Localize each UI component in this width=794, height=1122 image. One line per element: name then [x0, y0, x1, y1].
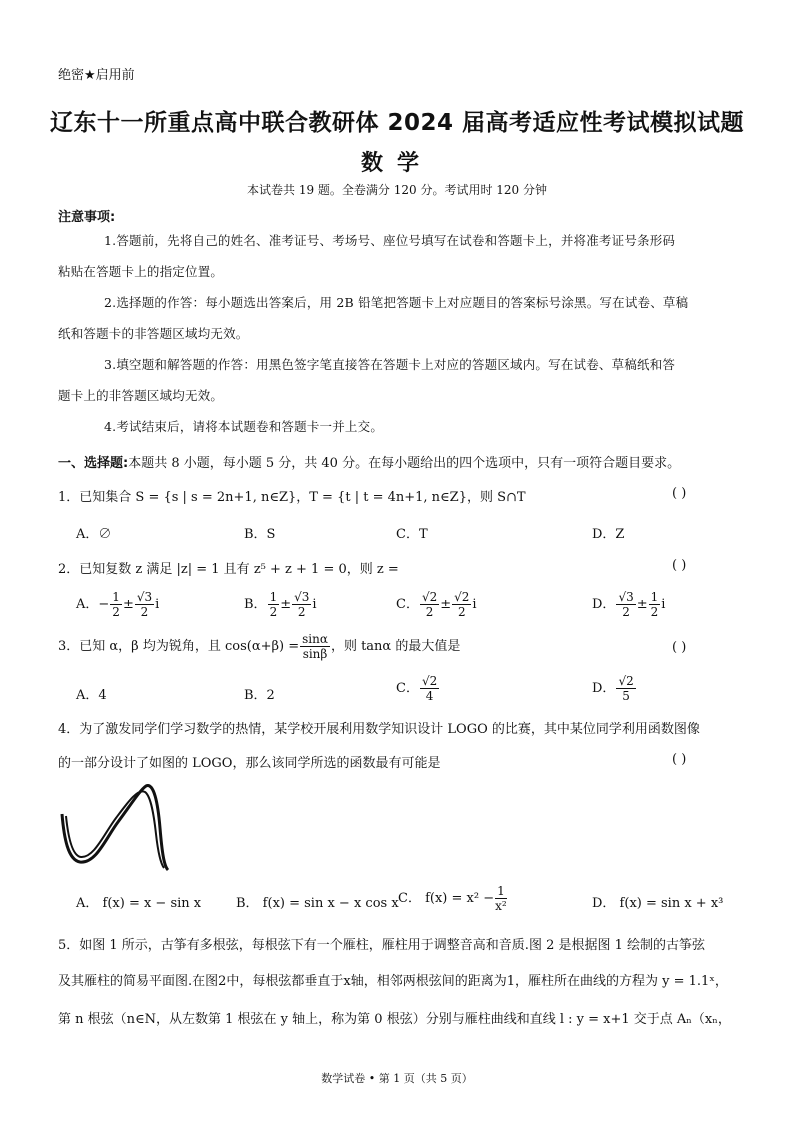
notice-item-3-line-1: 3.填空题和解答题的作答：用黑色签字笔直接答在答题卡上对应的答题区域内。写在试卷、草稿纸和答	[104, 357, 676, 372]
section-1-desc: 本题共 8 小题，每小题 5 分，共 40 分。在每小题给出的四个选项中，只有一项符合题目要求。	[128, 456, 681, 471]
question-2-option-c	[396, 590, 477, 619]
denominator: x²	[495, 899, 507, 913]
question-3-option-a: A．4	[76, 688, 107, 703]
fraction	[110, 590, 122, 619]
plus-minus: ±	[122, 597, 134, 612]
numerator: √2	[454, 590, 470, 604]
notice-item-4: 4.考试结束后，请将本试题卷和答题卡一并上交。	[104, 419, 384, 434]
denominator: 2	[425, 605, 434, 619]
confidential-mark: 绝密★启用前	[58, 68, 135, 83]
question-5-line-1: 5．如图 1 所示，古筝有多根弦，每根弦下有一个雁柱，雁柱用于调整音高和音质.图 2 是根据图 1 绘制的古筝弦	[58, 938, 706, 953]
fraction	[452, 590, 471, 619]
denominator: 2	[297, 605, 306, 619]
numerator: sinα	[302, 632, 328, 646]
question-4-option-a: A． f(x) = x − sin x	[76, 896, 202, 911]
denominator: 2	[650, 605, 659, 619]
notice-item-3-line-2: 题卡上的非答题区域均无效。	[58, 388, 224, 403]
denominator: 5	[622, 689, 630, 703]
denominator: sinβ	[302, 647, 328, 661]
page-footer: 数学试卷 • 第 1 页（共 5 页）	[321, 1072, 473, 1085]
option-label: C．	[396, 597, 419, 612]
question-1-option-c: C．T	[396, 527, 428, 542]
question-2-stem: 2．已知复数 z 满足 |z| = 1 且有 z⁵ + z + 1 = 0，则 z =	[58, 562, 399, 577]
denominator: 4	[425, 689, 434, 703]
question-3-option-d	[592, 674, 637, 703]
exam-info: 本试卷共 19 题。全卷满分 120 分。考试用时 120 分钟	[247, 183, 547, 197]
numerator: √3	[136, 590, 153, 604]
notice-item-1-line-1: 1.答题前，先将自己的姓名、准考证号、考场号、座位号填写在试卷和答题卡上，并将准考证号条形码	[104, 233, 676, 248]
numerator: √3	[294, 590, 310, 604]
imaginary-unit: i	[155, 597, 160, 612]
denominator: 2	[112, 605, 120, 619]
numerator: √2	[618, 674, 634, 688]
section-1-label: 一、选择题:	[58, 456, 129, 471]
option-text: C． f(x) = x² −	[398, 891, 495, 906]
fraction	[268, 590, 280, 619]
denominator: 2	[140, 605, 149, 619]
plus-minus: ±	[280, 597, 292, 612]
numerator: √3	[618, 590, 634, 604]
section-1-header	[58, 452, 680, 471]
denominator: 2	[269, 605, 278, 619]
logo-curve-inner	[66, 791, 164, 868]
plus-minus: ±	[636, 597, 648, 612]
question-2-option-a	[76, 590, 159, 619]
question-1-option-b: B．S	[244, 527, 276, 542]
numerator: √2	[421, 674, 438, 688]
question-5-line-2: 及其雁柱的简易平面图.在图2中，每根弦都垂直于x轴，相邻两根弦间的距离为1，雁柱所在曲线的方程为 y = 1.1ˣ，	[58, 974, 728, 989]
fraction	[292, 590, 311, 619]
option-label: C．	[396, 681, 419, 696]
fraction	[300, 632, 330, 661]
notice-item-2-line-1: 2.选择题的作答：每小题选出答案后，用 2B 铅笔把答题卡上对应题目的答案标号涂黑。写在试卷、草稿	[104, 295, 689, 310]
sign: −	[98, 597, 110, 612]
fraction	[420, 674, 439, 703]
imaginary-unit: i	[312, 597, 317, 612]
subject-title: 数学	[360, 151, 433, 176]
denominator: 2	[457, 605, 466, 619]
fraction	[616, 674, 635, 703]
option-label: B．	[244, 597, 267, 612]
question-3-stem	[58, 632, 460, 661]
question-1-stem: 1．已知集合 S = {s | s = 2n+1, n∈Z}，T = {t | t = 4n+1, n∈Z}，则 S∩T	[58, 490, 526, 505]
imaginary-unit: i	[661, 597, 666, 612]
question-4-answer-paren: ( )	[672, 752, 687, 767]
notice-item-1-line-2: 粘贴在答题卡上的指定位置。	[58, 264, 224, 279]
imaginary-unit: i	[472, 597, 477, 612]
question-2-option-b	[244, 590, 317, 619]
question-3-option-c	[396, 674, 440, 703]
question-2-option-d	[592, 590, 665, 619]
question-4-option-b: B． f(x) = sin x − x cos x	[236, 896, 399, 911]
question-4-option-d: D． f(x) = sin x + x³	[592, 896, 724, 911]
stem-text: 3．已知 α，β 均为锐角，且 cos(α+β) =	[58, 639, 300, 654]
fraction	[616, 590, 635, 619]
notice-heading: 注意事项:	[58, 210, 116, 225]
question-3-option-b: B．2	[244, 688, 275, 703]
logo-curve-outer	[62, 786, 168, 870]
fraction	[135, 590, 154, 619]
question-1-option-d: D．Z	[592, 527, 625, 542]
numerator: 1	[112, 590, 120, 604]
fraction	[649, 590, 661, 619]
fraction	[495, 884, 507, 913]
numerator: 1	[650, 590, 659, 604]
option-label: D．	[592, 681, 616, 696]
question-2-answer-paren: ( )	[672, 558, 687, 573]
stem-text: ，则 tanα 的最大值是	[330, 639, 461, 654]
question-4-stem-line-2: 的一部分设计了如图的 LOGO，那么该同学所选的函数最有可能是	[58, 756, 441, 771]
denominator: 2	[622, 605, 630, 619]
question-1-option-a: A．∅	[76, 527, 112, 542]
question-4-option-c	[398, 884, 508, 913]
option-label: D．	[592, 597, 616, 612]
question-4-stem-line-1: 4．为了激发同学们学习数学的热情，某学校开展利用数学知识设计 LOGO 的比赛，其中某位同学利用函数图像	[58, 722, 700, 737]
question-1-answer-paren: ( )	[672, 486, 687, 501]
notice-item-2-line-2: 纸和答题卡的非答题区域均无效。	[58, 326, 249, 341]
option-label: A．	[76, 597, 99, 612]
logo-function-graph	[50, 776, 180, 876]
numerator: 1	[269, 590, 278, 604]
exam-title: 辽东十一所重点高中联合教研体 2024 届高考适应性考试模拟试题	[49, 110, 745, 136]
plus-minus: ±	[440, 597, 452, 612]
question-3-answer-paren: ( )	[672, 640, 687, 655]
fraction	[420, 590, 439, 619]
question-5-line-3: 第 n 根弦（n∈N，从左数第 1 根弦在 y 轴上，称为第 0 根弦）分别与雁柱曲线和直线 l : y = x+1 交于点 Aₙ（xₙ，	[58, 1012, 731, 1027]
numerator: √2	[421, 590, 438, 604]
numerator: 1	[497, 884, 505, 898]
